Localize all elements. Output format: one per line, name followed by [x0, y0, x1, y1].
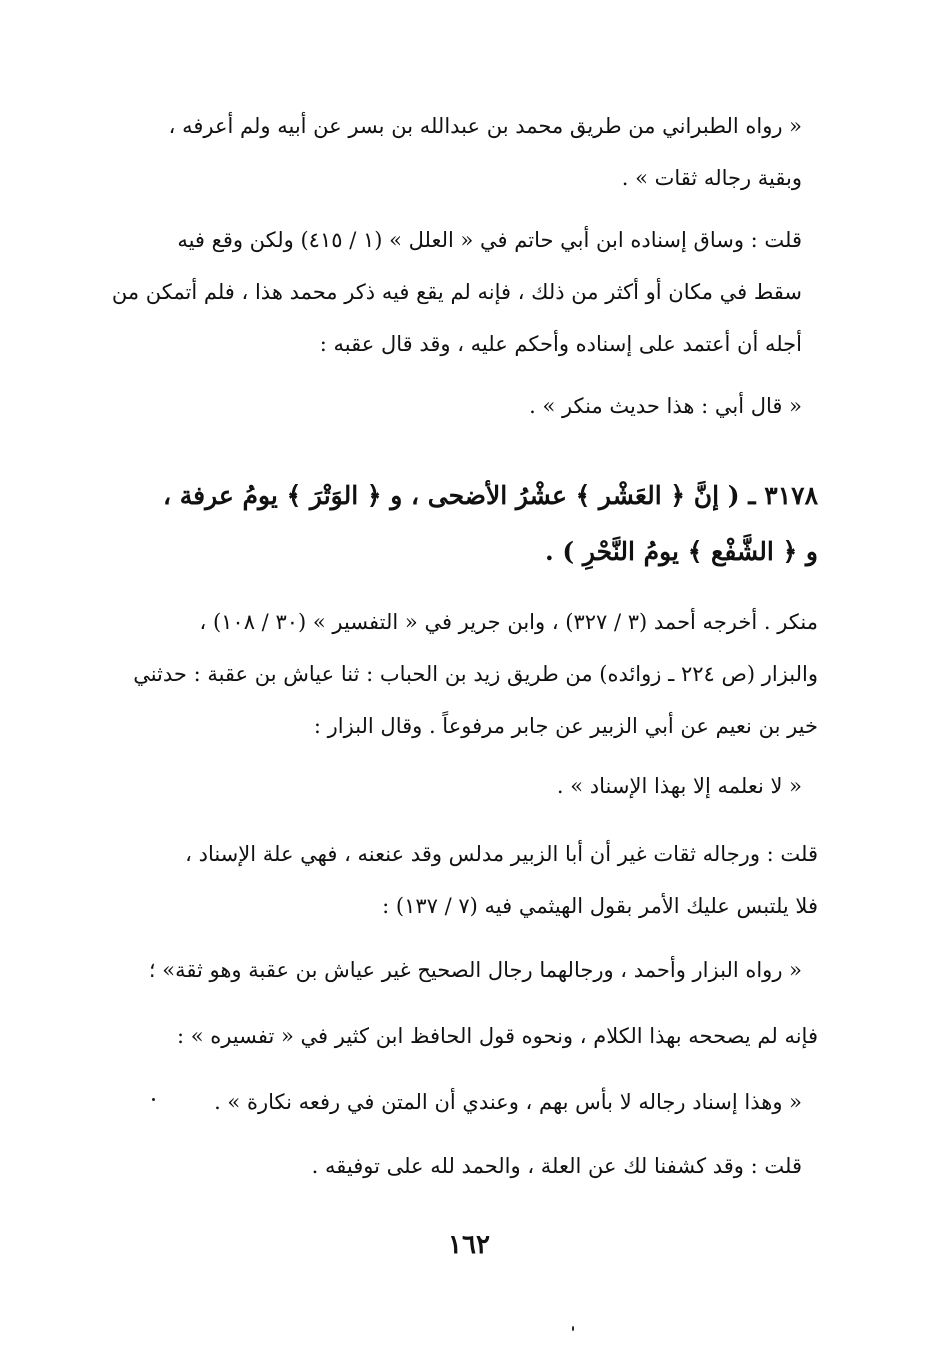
scan-speck — [152, 1098, 155, 1101]
text-line: و ﴿ الشَّفْع ﴾ يومُ النَّحْرِ ) . — [544, 537, 818, 566]
text-line: خير بن نعيم عن أبي الزبير عن جابر مرفوعاً . وقال البزار : — [313, 714, 818, 738]
text-line: قلت : ورجاله ثقات غير أن أبا الزبير مدلس وقد عنعنه ، فهي علة الإسناد ، — [185, 842, 818, 866]
text-line: « لا نعلمه إلا بهذا الإسناد » . — [556, 774, 802, 798]
text-line: فلا يلتبس عليك الأمر بقول الهيثمي فيه (٧ / ١٣٧) : — [382, 894, 818, 918]
text-line: فإنه لم يصححه بهذا الكلام ، ونحوه قول الحافظ ابن كثير في « تفسيره » : — [176, 1024, 818, 1048]
text-line: أجله أن أعتمد على إسناده وأحكم عليه ، وقد قال عقبه : — [319, 332, 802, 356]
text-line: « وهذا إسناد رجاله لا بأس بهم ، وعندي أن المتن في رفعه نكارة » . — [214, 1090, 802, 1114]
paragraph-tadlis — [86, 828, 818, 932]
paragraph-takhrij — [86, 596, 818, 752]
page-number: ١٦٢ — [448, 1230, 490, 1260]
text-line: « رواه البزار وأحمد ، ورجالهما رجال الصحيح غير عياش بن عقبة وهو ثقة» ؛ — [148, 958, 802, 982]
paragraph-ibn-kathir — [86, 1010, 818, 1062]
quote-abi-hatim — [86, 380, 802, 432]
quote-bazzar — [86, 760, 802, 812]
quote-ibn-kathir — [86, 1076, 802, 1128]
text-line: « قال أبي : هذا حديث منكر » . — [529, 394, 802, 418]
text-line: « رواه الطبراني من طريق محمد بن عبدالله بن بسر عن أبيه ولم أعرفه ، — [168, 114, 802, 138]
text-line: منكر . أخرجه أحمد (٣ / ٣٢٧) ، وابن جرير في « التفسير » (٣٠ / ١٠٨) ، — [199, 610, 818, 634]
text-line: والبزار (ص ٢٢٤ ـ زوائده) من طريق زيد بن الحباب : ثنا عياش بن عقبة : حدثني — [133, 662, 818, 686]
text-line: ٣١٧٨ ـ ( إنَّ ﴿ العَشْر ﴾ عشْرُ الأضحى ، و ﴿ الوَتْرَ ﴾ يومُ عرفة ، — [162, 481, 818, 510]
text-line: وبقية رجاله ثقات » . — [621, 166, 802, 190]
text-line: قلت : وساق إسناده ابن أبي حاتم في « العلل » (١ / ٤١٥) ولكن وقع فيه — [177, 228, 802, 252]
text-line: سقط في مكان أو أكثر من ذلك ، فإنه لم يقع فيه ذكر محمد هذا ، فلم أتمكن من — [111, 280, 802, 304]
quote-haythami — [86, 944, 802, 996]
paragraph-ilal — [86, 214, 802, 370]
paragraph-conclusion — [86, 1140, 802, 1192]
quote-tabarani — [86, 100, 802, 204]
scan-speck — [572, 1326, 574, 1331]
hadith-heading-3178 — [86, 468, 818, 580]
text-line: قلت : وقد كشفنا لك عن العلة ، والحمد لله على توفيقه . — [311, 1154, 802, 1178]
